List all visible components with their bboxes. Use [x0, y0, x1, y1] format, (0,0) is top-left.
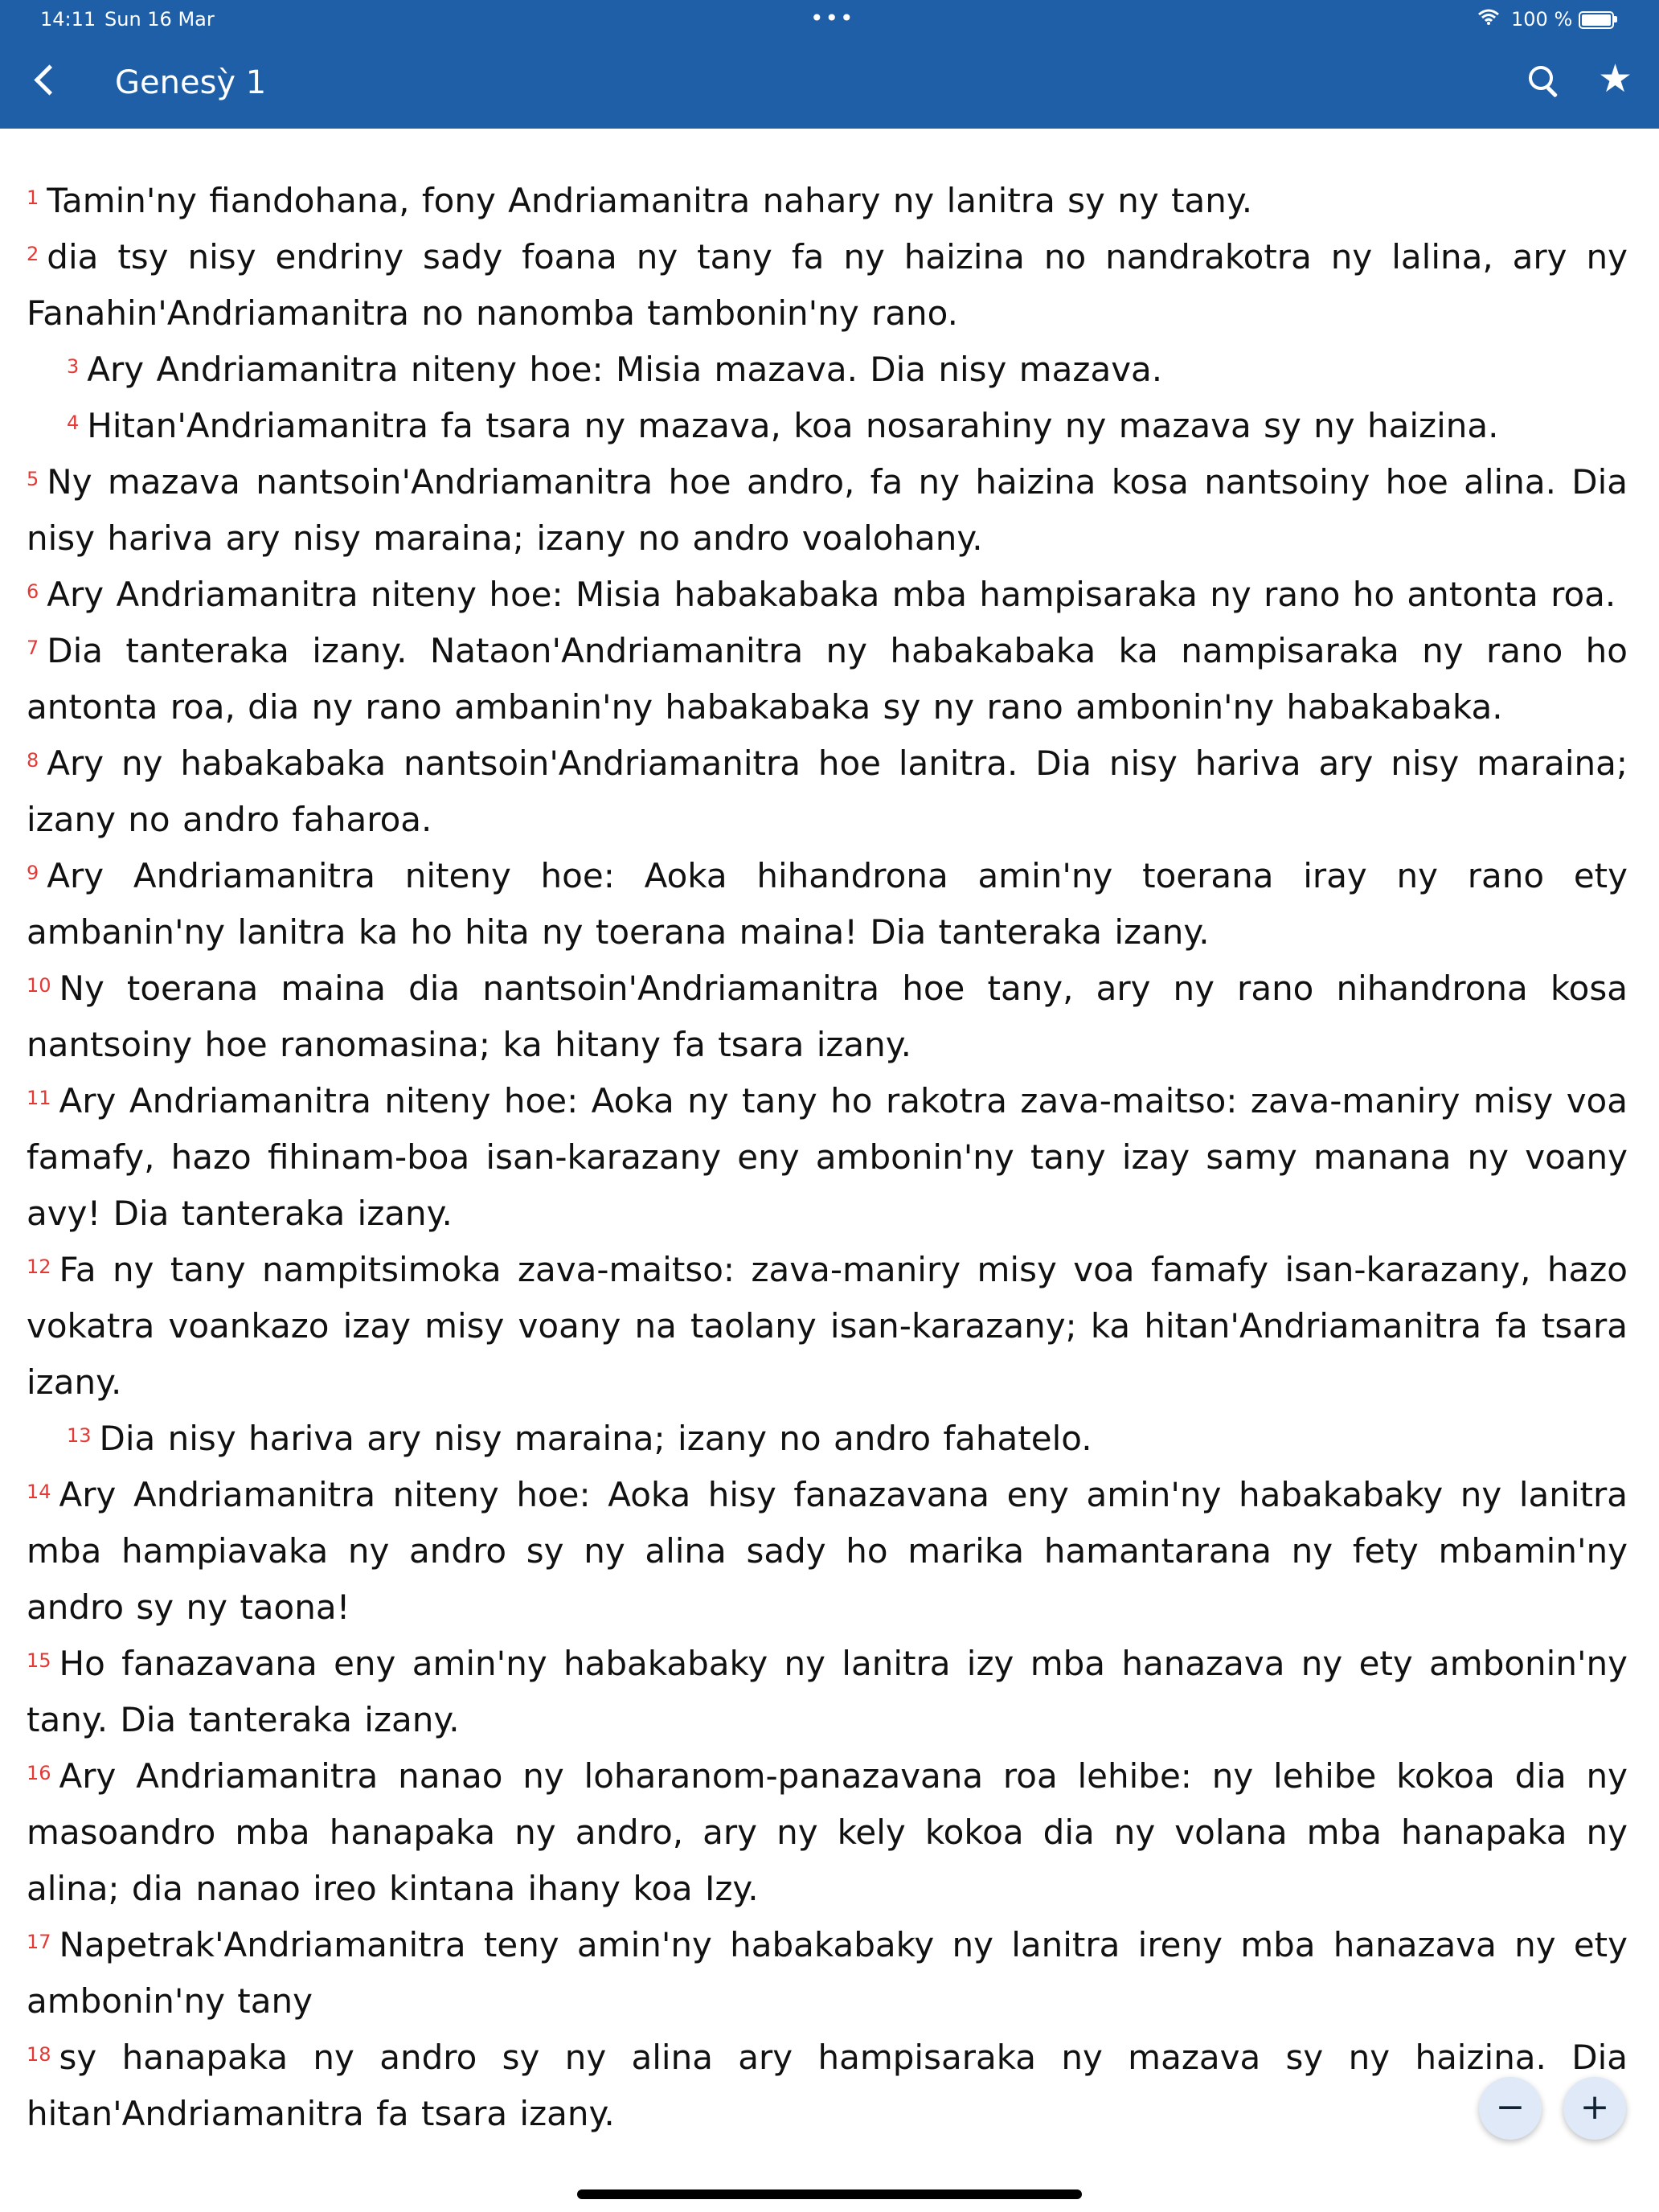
search-button[interactable]: [1524, 63, 1563, 101]
multitasking-dots[interactable]: •••: [810, 5, 855, 31]
verse-number: 15: [27, 1649, 51, 1672]
page-title: Genesỳ 1: [115, 64, 267, 101]
verse-text: Ary Andriamanitra niteny hoe: Aoka hisy fanazavana eny amin'ny habakabaky ny lanitra mba hampiavaka ny andro sy ny alina sady ho marika hamantarana ny fety mbamin'ny andro sy ny taona!: [27, 1475, 1628, 1627]
verse-text: Ary ny habakabaka nantsoin'Andriamanitra hoe lanitra. Dia nisy hariva ary nisy maraina; izany no andro faharoa.: [27, 743, 1628, 839]
verse-10[interactable]: [27, 961, 1628, 1073]
verse-number: 8: [27, 749, 39, 772]
verse-15[interactable]: [27, 1636, 1628, 1748]
chapter-text: [27, 173, 1628, 2142]
verse-number: 9: [27, 862, 39, 884]
status-bar: [0, 0, 1659, 39]
status-time: 14:11: [40, 8, 96, 31]
verse-number: 1: [27, 186, 39, 209]
verse-3[interactable]: [27, 342, 1628, 398]
verse-number: 12: [27, 1256, 51, 1278]
verse-8[interactable]: [27, 735, 1628, 848]
verse-number: 10: [27, 974, 51, 997]
verse-text: Hitan'Andriamanitra fa tsara ny mazava, koa nosarahiny ny mazava sy ny haizina.: [87, 406, 1499, 445]
verse-text: Ary Andriamanitra nanao ny loharanom-panazavana roa lehibe: ny lehibe kokoa dia ny masoandro mba hanapaka ny andro, ary ny kely kokoa dia ny volana mba hanapaka ny alina; dia nanao ireo kintana ihany koa Izy.: [27, 1756, 1628, 1908]
back-button[interactable]: [23, 56, 68, 113]
verse-text: dia tsy nisy endriny sady foana ny tany fa ny haizina no nandrakotra ny lalina, ary ny Fanahin'Andriamanitra no nanomba tambonin'ny rano.: [27, 237, 1628, 333]
verse-4[interactable]: [27, 398, 1628, 454]
verse-17[interactable]: [27, 1917, 1628, 2030]
verse-number: 17: [27, 1931, 51, 1953]
app-bar: [0, 0, 1659, 129]
verse-text: Ary Andriamanitra niteny hoe: Misia mazava. Dia nisy mazava.: [87, 350, 1163, 389]
verse-number: 13: [67, 1424, 92, 1447]
verse-number: 16: [27, 1762, 51, 1784]
verse-number: 14: [27, 1481, 51, 1503]
verse-11[interactable]: [27, 1073, 1628, 1242]
verse-number: 5: [27, 468, 39, 490]
verse-6[interactable]: [27, 567, 1628, 623]
battery-icon: [1579, 11, 1614, 29]
verse-14[interactable]: [27, 1467, 1628, 1636]
status-date: Sun 16 Mar: [104, 8, 215, 31]
home-indicator[interactable]: [577, 2189, 1082, 2199]
verse-number: 4: [67, 412, 80, 434]
verse-number: 7: [27, 637, 39, 659]
wifi-icon: [1477, 8, 1500, 31]
verse-text: Fa ny tany nampitsimoka zava-maitso: zava-maniry misy voa famafy isan-karazany, hazo vokatra voankazo izay misy voany na taolany isan-karazany; ka hitan'Andriamanitra fa tsara izany.: [27, 1250, 1628, 1402]
verse-text: Ny mazava nantsoin'Andriamanitra hoe andro, fa ny haizina kosa nantsoiny hoe alina. Dia nisy hariva ary nisy maraina; izany no andro voalohany.: [27, 462, 1628, 558]
verse-text: Ny toerana maina dia nantsoin'Andriamanitra hoe tany, ary ny rano nihandrona kosa nantsoiny hoe ranomasina; ka hitany fa tsara izany.: [27, 969, 1628, 1064]
verse-12[interactable]: [27, 1242, 1628, 1411]
verse-text: Tamin'ny fiandohana, fony Andriamanitra nahary ny lanitra sy ny tany.: [47, 181, 1253, 220]
verse-number: 11: [27, 1087, 51, 1109]
zoom-in-button[interactable]: +: [1563, 2077, 1626, 2140]
verse-18[interactable]: [27, 2030, 1628, 2142]
battery-percent: 100 %: [1511, 8, 1573, 31]
zoom-out-button[interactable]: −: [1479, 2077, 1542, 2140]
verse-1[interactable]: [27, 173, 1628, 229]
verse-16[interactable]: [27, 1748, 1628, 1917]
verse-text: sy hanapaka ny andro sy ny alina ary hampisaraka ny mazava sy ny haizina. Dia hitan'Andriamanitra fa tsara izany.: [27, 2038, 1628, 2133]
verse-7[interactable]: [27, 623, 1628, 735]
battery-tip: [1614, 16, 1617, 23]
verse-text: Ary Andriamanitra niteny hoe: Aoka hihandrona amin'ny toerana iray ny rano ety ambanin'ny lanitra ka ho hita ny toerana maina! Dia tanteraka izany.: [27, 856, 1628, 952]
bookmark-star-button[interactable]: ★: [1598, 56, 1633, 101]
verse-text: Dia nisy hariva ary nisy maraina; izany no andro fahatelo.: [99, 1419, 1092, 1458]
search-icon-handle: [1546, 86, 1558, 98]
verse-number: 3: [67, 355, 80, 378]
verse-text: Ary Andriamanitra niteny hoe: Aoka ny tany ho rakotra zava-maitso: zava-maniry misy voa famafy, hazo fihinam-boa isan-karazany eny ambonin'ny tany izay samy manana ny voany avy! Dia tanteraka izany.: [27, 1081, 1628, 1233]
verse-text: Ary Andriamanitra niteny hoe: Misia habakabaka mba hampisaraka ny rano ho antonta roa.: [47, 575, 1616, 614]
verse-9[interactable]: [27, 848, 1628, 961]
verse-5[interactable]: [27, 454, 1628, 567]
verse-text: Napetrak'Andriamanitra teny amin'ny habakabaky ny lanitra ireny mba hanazava ny ety ambonin'ny tany: [27, 1925, 1628, 2021]
verse-13[interactable]: [27, 1411, 1628, 1467]
verse-2[interactable]: [27, 229, 1628, 342]
verse-number: 18: [27, 2043, 51, 2066]
verse-text: Ho fanazavana eny amin'ny habakabaky ny lanitra izy mba hanazava ny ety ambonin'ny tany. Dia tanteraka izany.: [27, 1644, 1628, 1739]
verse-text: Dia tanteraka izany. Nataon'Andriamanitra ny habakabaka ka nampisaraka ny rano ho antonta roa, dia ny rano ambanin'ny habakabaka sy ny rano ambonin'ny habakabaka.: [27, 631, 1628, 727]
verse-number: 2: [27, 243, 39, 265]
verse-number: 6: [27, 580, 39, 603]
